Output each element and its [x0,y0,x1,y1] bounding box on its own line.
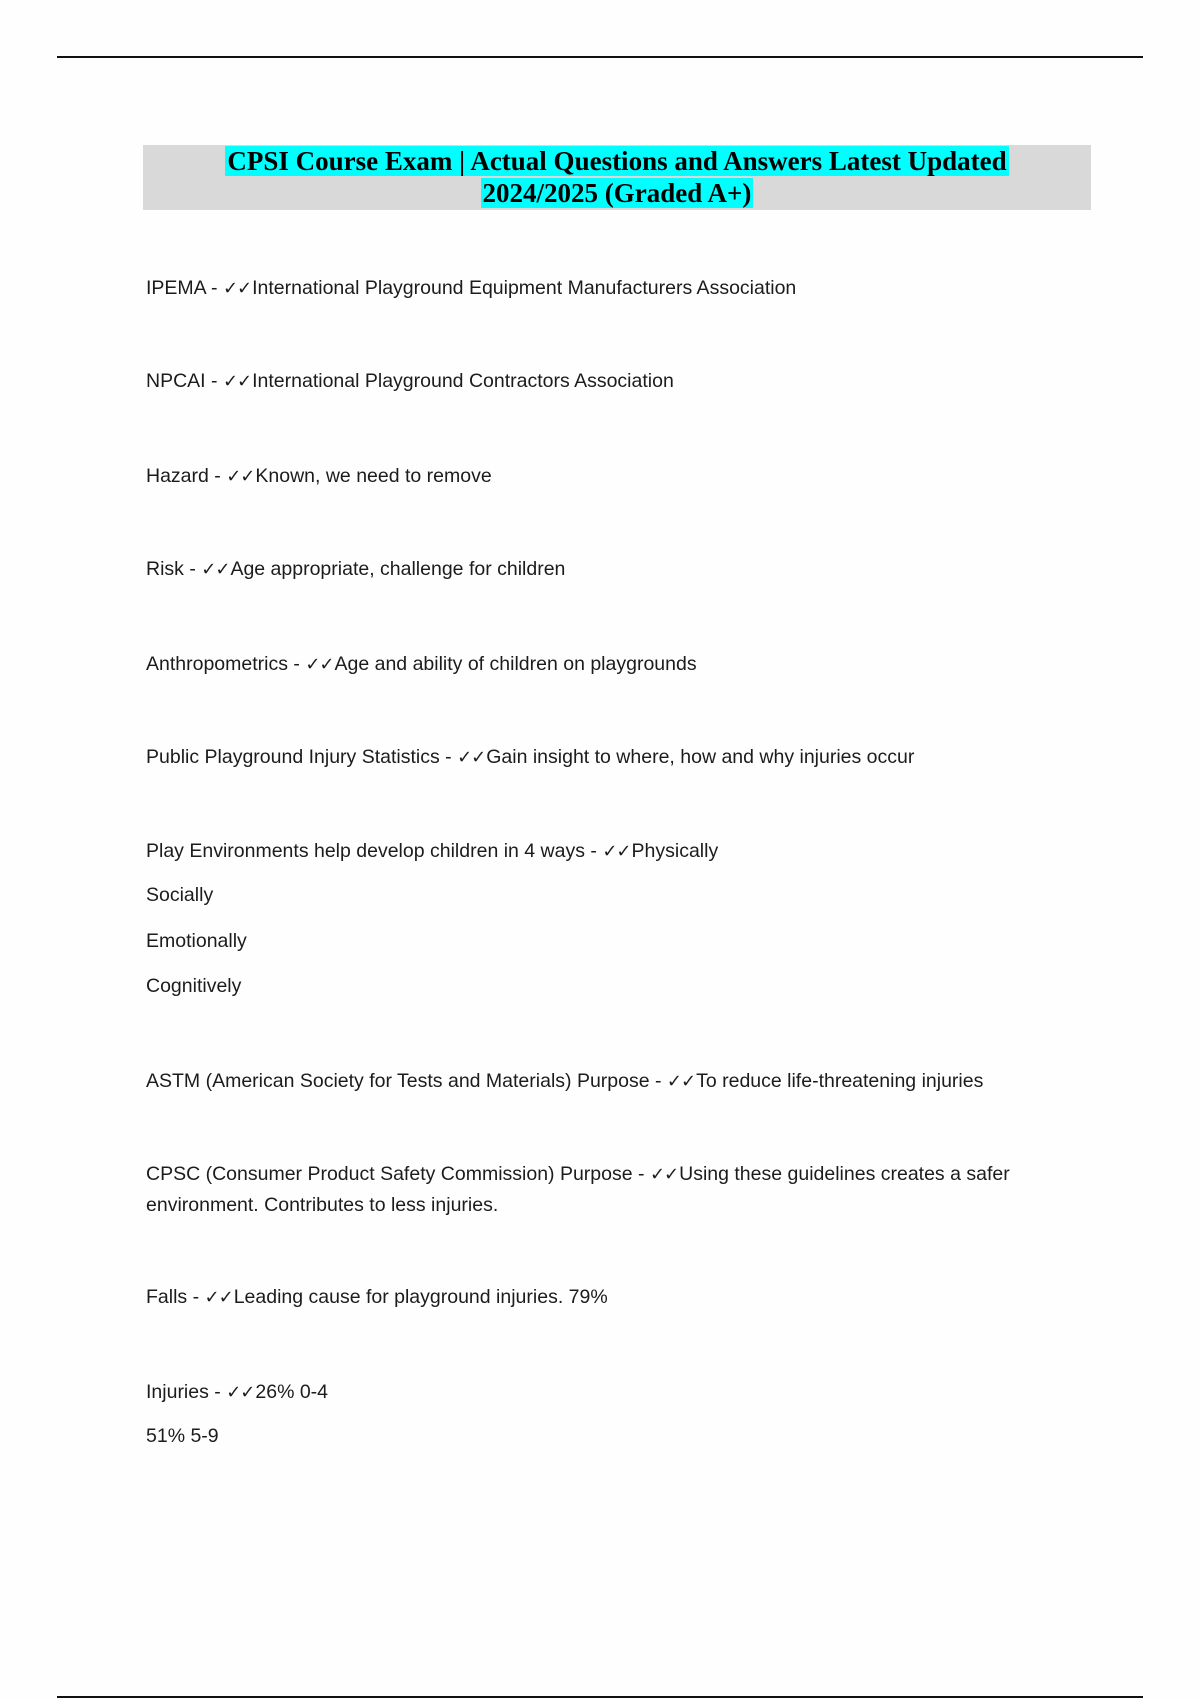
document-title-line-2: 2024/2025 (Graded A+) [482,178,752,208]
qa-answer: International Playground Contractors Association [252,370,674,392]
double-check-icon: ✓✓ [305,654,334,675]
top-rule [57,56,1143,58]
qa-item-falls: Falls - ✓✓Leading cause for playground injuries. 79% [146,1286,608,1308]
qa-item-play-environments: Play Environments help develop children in 4 ways - ✓✓Physically [146,840,719,862]
qa-item-hazard: Hazard - ✓✓Known, we need to remove [146,465,492,487]
qa-item-npcai: NPCAI - ✓✓International Playground Contractors Association [146,370,674,392]
qa-answer-continuation: Emotionally [146,930,247,952]
qa-term: Falls [146,1286,188,1308]
qa-term: ASTM (American Society for Tests and Materials) Purpose [146,1070,650,1092]
qa-item-injuries: Injuries - ✓✓26% 0-4 [146,1381,329,1403]
qa-answer: Age appropriate, challenge for children [230,558,566,580]
double-check-icon: ✓✓ [222,278,252,299]
qa-term: Injuries [146,1381,209,1403]
qa-term: Play Environments help develop children in 4 ways [146,840,585,862]
document-title-box [143,145,1091,210]
double-check-icon: ✓✓ [649,1164,679,1185]
double-check-icon: ✓✓ [457,747,486,768]
double-check-icon: ✓✓ [222,371,252,392]
qa-answer: Using these guidelines creates a safer environment. Contributes to less injuries. [146,1163,1010,1216]
qa-term: NPCAI [146,370,206,392]
qa-answer: Physically [631,840,719,862]
qa-answer-continuation: Socially [146,884,214,906]
qa-item-injury-statistics: Public Playground Injury Statistics - ✓✓Gain insight to where, how and why injuries occur [146,746,915,768]
double-check-icon: ✓✓ [201,559,230,580]
qa-answer: International Playground Equipment Manufacturers Association [252,277,797,299]
qa-item-cpsc: CPSC (Consumer Product Safety Commission) Purpose - ✓✓Using these guidelines creates a safer environment. Contributes to less injuries. [146,1163,1010,1216]
qa-term: Risk [146,558,184,580]
qa-term: CPSC (Consumer Product Safety Commission) Purpose [146,1163,633,1185]
qa-answer: Leading cause for playground injuries. 79% [233,1286,608,1308]
qa-answer: Gain insight to where, how and why injuries occur [486,746,915,768]
qa-term: Hazard [146,465,209,487]
qa-answer: 26% 0-4 [255,1381,329,1403]
double-check-icon: ✓✓ [666,1071,696,1092]
double-check-icon: ✓✓ [226,1382,255,1403]
double-check-icon: ✓✓ [204,1287,233,1308]
qa-item-astm: ASTM (American Society for Tests and Materials) Purpose - ✓✓To reduce life-threatening injuries [146,1070,984,1092]
qa-term: Anthropometrics [146,653,288,675]
double-check-icon: ✓✓ [602,841,631,862]
document-title-line-1: CPSI Course Exam | Actual Questions and Answers Latest Updated [227,146,1007,176]
qa-term: Public Playground Injury Statistics [146,746,440,768]
qa-answer: Known, we need to remove [255,465,492,487]
qa-item-risk: Risk - ✓✓Age appropriate, challenge for children [146,558,566,580]
qa-answer: To reduce life-threatening injuries [696,1070,984,1092]
qa-answer: Age and ability of children on playgrounds [334,653,697,675]
qa-answer-continuation: 51% 5-9 [146,1425,219,1447]
qa-term: IPEMA [146,277,206,299]
qa-answer-continuation: Cognitively [146,975,242,997]
qa-item-ipema: IPEMA - ✓✓International Playground Equipment Manufacturers Association [146,277,797,299]
double-check-icon: ✓✓ [226,466,255,487]
bottom-rule [57,1696,1143,1698]
qa-item-anthropometrics: Anthropometrics - ✓✓Age and ability of children on playgrounds [146,653,697,675]
